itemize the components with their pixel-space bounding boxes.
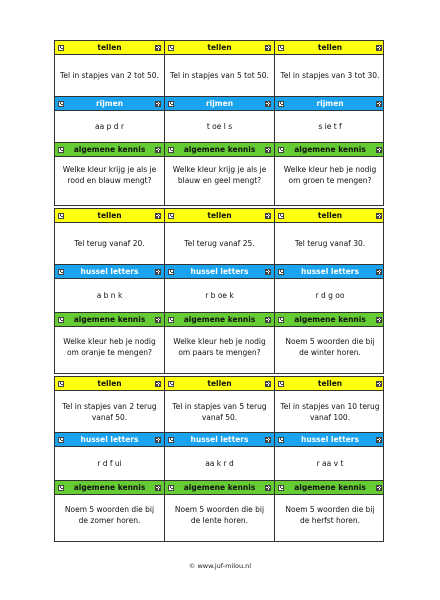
category-header <box>55 41 164 55</box>
question-text: Noem 5 woorden die bij de zomer horen. <box>64 505 155 525</box>
category-title: algemene kennis <box>294 315 366 324</box>
question-text: Tel in stapjes van 2 tot 50. <box>55 55 164 97</box>
category-title: tellen <box>97 43 122 52</box>
category-header <box>275 209 384 223</box>
question-card <box>55 41 165 205</box>
category-header <box>275 265 384 279</box>
category-header <box>275 313 384 327</box>
category-title: hussel letters <box>301 267 359 276</box>
card-sheet-2 <box>54 208 384 374</box>
question-text: Welke kleur heb je nodig om oranje te mengen? <box>63 337 156 357</box>
category-header <box>275 143 384 157</box>
question-text: Tel terug vanaf 25. <box>165 223 274 265</box>
category-title: hussel letters <box>80 435 139 444</box>
category-header <box>165 481 274 495</box>
question-card <box>275 209 384 373</box>
question-text: r d f ui <box>55 447 164 481</box>
category-title: algemene kennis <box>183 145 256 154</box>
category-header <box>165 41 274 55</box>
category-header <box>55 481 164 495</box>
category-header <box>165 265 274 279</box>
category-title: tellen <box>207 211 232 220</box>
category-title: algemene kennis <box>183 315 256 324</box>
category-header <box>165 377 274 391</box>
category-title: hussel letters <box>80 267 139 276</box>
footer-credit: © www.juf-milou.nl <box>188 562 252 570</box>
category-title: tellen <box>317 211 343 220</box>
question-text: Tel in stapjes van 5 terug vanaf 50. <box>165 391 274 433</box>
category-title: rijmen <box>95 99 124 108</box>
category-header <box>55 143 164 157</box>
question-text: Tel in stapjes van 3 tot 30. <box>275 55 384 97</box>
category-title: rijmen <box>205 99 234 108</box>
category-title: algemene kennis <box>73 145 146 154</box>
question-text: Noem 5 woorden die bij de winter horen. <box>285 337 375 357</box>
category-header <box>55 433 164 447</box>
category-title: hussel letters <box>190 267 249 276</box>
category-header <box>165 209 274 223</box>
question-card <box>55 377 165 541</box>
question-card <box>165 41 275 205</box>
category-title: algemene kennis <box>294 145 366 154</box>
question-card <box>275 377 384 541</box>
category-title: algemene kennis <box>73 315 146 324</box>
question-text: Tel in stapjes van 2 terug vanaf 50. <box>55 391 164 433</box>
question-text: a b n k <box>55 279 164 313</box>
question-text: Tel terug vanaf 30. <box>275 223 384 265</box>
question-text: Welke kleur krijg je als je rood en blauw mengt? <box>62 164 157 185</box>
question-text: Welke kleur krijg je als je blauw en geel mengt? <box>172 164 267 185</box>
question-text: Tel in stapjes van 5 tot 50. <box>165 55 274 97</box>
category-title: hussel letters <box>301 435 359 444</box>
category-title: tellen <box>207 379 232 388</box>
category-header <box>165 313 274 327</box>
question-card <box>165 377 275 541</box>
category-header <box>275 377 384 391</box>
question-text: r aa v t <box>275 447 384 481</box>
category-title: tellen <box>207 43 232 52</box>
category-header <box>275 433 384 447</box>
category-header <box>275 41 384 55</box>
category-title: algemene kennis <box>183 483 256 492</box>
category-title: algemene kennis <box>294 483 366 492</box>
category-header <box>275 481 384 495</box>
category-header <box>55 97 164 111</box>
question-text: Tel in stapjes van 10 terug vanaf 100. <box>275 391 384 433</box>
category-title: rijmen <box>316 99 344 108</box>
question-text: Noem 5 woorden die bij de lente horen. <box>174 505 265 525</box>
question-text: aa k r d <box>165 447 274 481</box>
question-text: r d g oo <box>275 279 384 313</box>
category-header <box>55 209 164 223</box>
card-sheet-1 <box>54 40 384 206</box>
category-title: hussel letters <box>190 435 249 444</box>
category-title: tellen <box>317 379 343 388</box>
category-header <box>275 97 384 111</box>
category-header <box>165 97 274 111</box>
category-header <box>55 265 164 279</box>
category-title: tellen <box>97 211 122 220</box>
category-header <box>165 143 274 157</box>
question-text: Noem 5 woorden die bij de herfst horen. <box>285 505 375 525</box>
question-text: Tel terug vanaf 20. <box>55 223 164 265</box>
question-text: Welke kleur heb je nodig om paars te mengen? <box>173 337 266 357</box>
category-title: tellen <box>97 379 122 388</box>
category-header <box>55 313 164 327</box>
question-text: Welke kleur heb je nodig om groen te mengen? <box>283 164 377 185</box>
category-header <box>55 377 164 391</box>
question-text: aa p d r <box>55 111 164 143</box>
question-text: t oe l s <box>165 111 274 143</box>
question-text: r b oe k <box>165 279 274 313</box>
category-title: tellen <box>317 43 343 52</box>
question-card <box>275 41 384 205</box>
category-header <box>165 433 274 447</box>
category-title: algemene kennis <box>73 483 146 492</box>
question-card <box>55 209 165 373</box>
question-card <box>165 209 275 373</box>
question-text: s ie t f <box>275 111 384 143</box>
card-sheet-3 <box>54 376 384 542</box>
